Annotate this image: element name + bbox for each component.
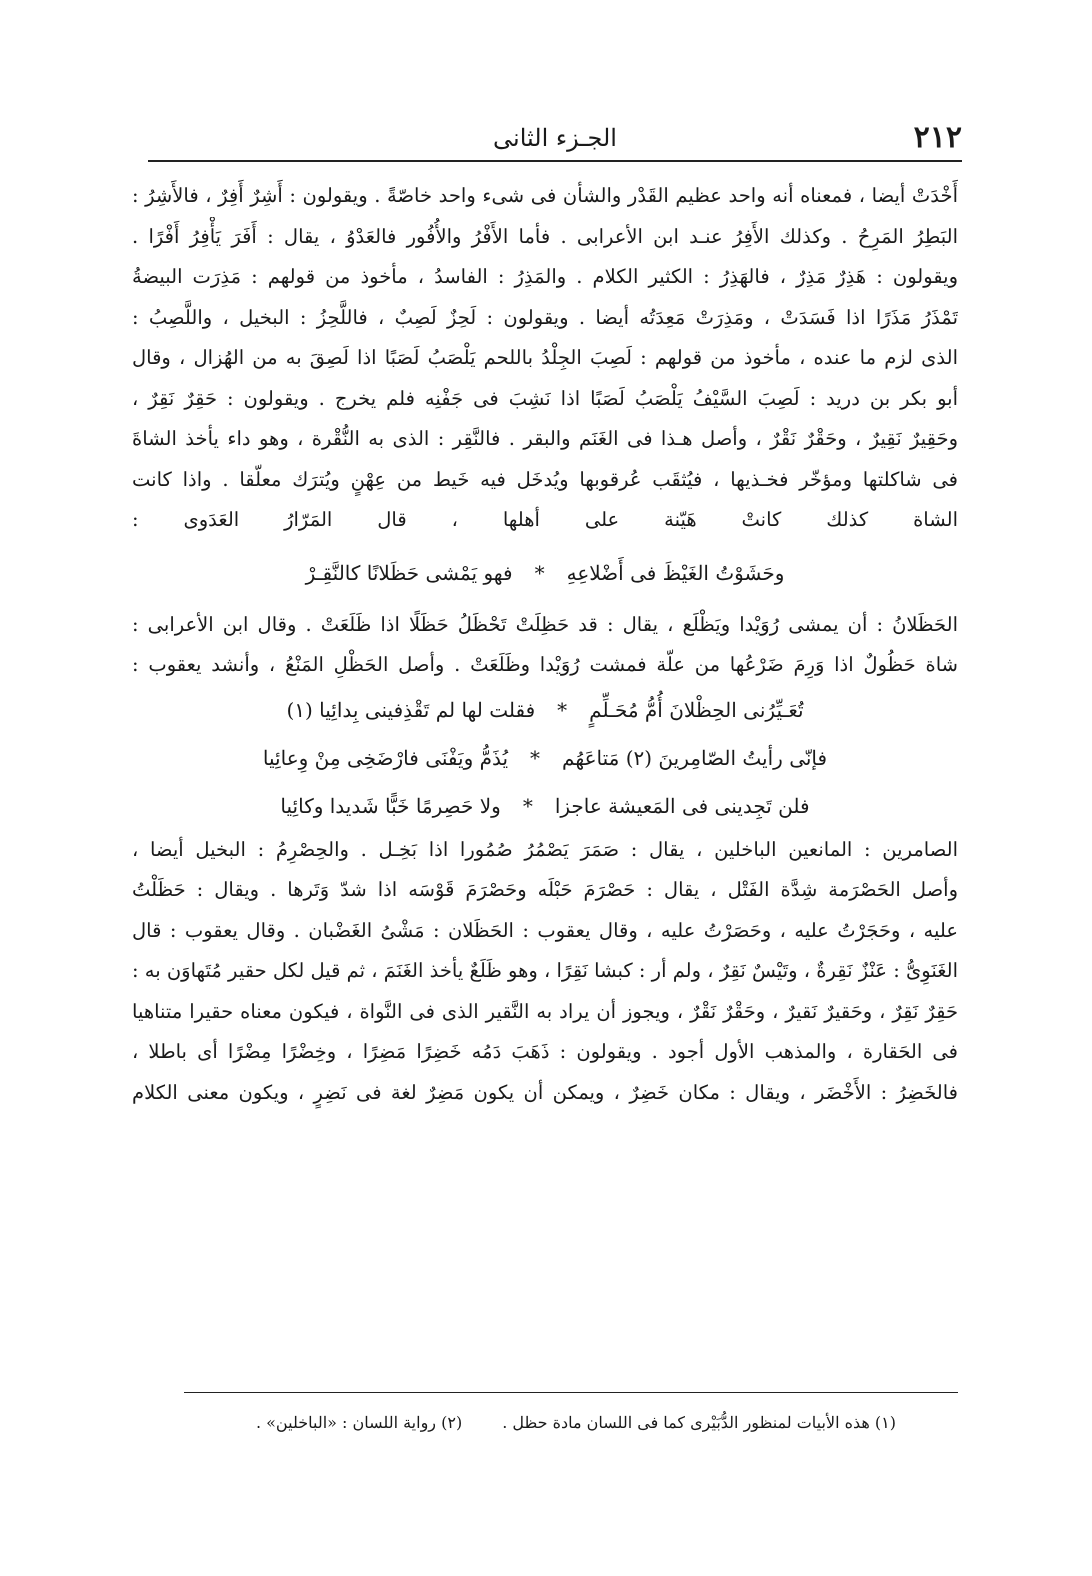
verse-line [132, 782, 958, 830]
verse-first-hemistich: فلن تَجِدينى فى المَعيشة عاجزا [554, 793, 810, 818]
text-line: وحَقِيرٌ نَقِيرٌ ، وحَقْرٌ نَقْرٌ ، وأصل هـذا فى الغَنَم والبقر . فالنَّقِر : الذى به النُّقْرة ، وهو داء يأخذ الشاةَ [132, 427, 958, 450]
text-line: الصامرين : المانعين الباخلين ، يقال : صَمَرَ يَصْمُرُ صُمُورا اذا بَخِـل . والحِصْرِمُ : البخيل أيضا ، [132, 837, 958, 861]
footnotes [140, 1408, 896, 1438]
verse-separator-star: * [522, 793, 533, 818]
text-line: تَمْذَرُ مَذَرًا اذا فَسَدَتْ ، ومَذِرَتْ مَعِدَتُه أيضا . ويقولون : لَحِزٌ لَصِبٌ ، فاللَّحِزُ : البخيل ، واللَّصِبُ : [132, 305, 958, 329]
text-line: فى الحَقارة ، والمذهب الأول أجود . ويقولون : ذَهَبَ دَمُه خَضِرًا مَضِرًا ، وخِضْرًا مِضْرًا أى باطلا ، [132, 1040, 958, 1063]
verse-line [132, 686, 958, 734]
verse-line [132, 734, 958, 782]
verse-separator-star: * [534, 560, 545, 585]
page-number: ٢١٢ [913, 120, 962, 155]
verse-second-hemistich: فهو يَمْشى حَظَلانًا كالنَّقِـرْ [305, 560, 513, 585]
text-line: الغَنَوِىُّ : عَنْزٌ نَقِرةٌ ، وتَيْسٌ نَقِرٌ ، ولم أر : كبشا نَقِرًا ، وهو ظَلَعٌ يأخذ الغَنَمَ ، ثم قيل لكل حقير مُتَهاوَن به : [132, 959, 958, 982]
verse-second-hemistich: فقلت لها لم تَقْذِفينى بِدائِيا (١) [286, 697, 536, 722]
header-rule [148, 160, 962, 162]
main-text [132, 176, 958, 1113]
verse-first-hemistich: وحَشَوْتُ الغَيْظَ فى أَضْلاعِهِ [566, 560, 785, 585]
verse-first-hemistich: فإنّى رأيتُ الصّامِرينَ (٢) مَتاعَهُم [562, 745, 828, 770]
text-line: أبو بكر بن دريد : لَصِبَ السَّيْفُ يَلْصَبُ لَصَبًا اذا نَشِبَ فى جَفْنِه فلم يخرج . ويقولون : حَقِرٌ نَقِرٌ ، [132, 386, 958, 410]
running-head [148, 118, 962, 158]
text-line: أَخْدَتْ أيضا ، فمعناه أنه واحد عظيم القَدْر والشأن فى شىء واحد خاصّةً . ويقولون : أَشِرٌ أَفِرٌ ، فالأَشِرُ : [132, 184, 958, 207]
text-line: وأصل الحَصْرَمة شِدَّة الفَتْل ، يقال : حَصْرَمَ حَبْلَه وحَصْرَمَ قَوْسَه اذا شدّ وَتَرها . ويقال : حَظَلْتُ [132, 878, 958, 901]
verse-line [132, 549, 958, 597]
verse-separator-star: * [557, 697, 568, 722]
verse-second-hemistich: ولا حَصِرمًا خَبًّا شَديدا وكائِيا [280, 793, 501, 818]
footnote-rule [184, 1392, 958, 1393]
verse-separator-star: * [530, 745, 541, 770]
running-title: الجـزء الثانى [493, 124, 617, 152]
text-line: الحَظَلانُ : أن يمشى رُوَيْدا ويَظْلَع ، يقال : قد حَظِلَتْ تَحْظَلُ حَظَلًا اذا ظَلَعَتْ . وقال ابن الأعرابى : [132, 612, 958, 636]
text-line: شاة حَظُولٌ اذا وَرِمَ ضَرْعُها من علّة فمشت رُوَيْدا وظَلَعَتْ . وأصل الحَظْلِ المَنْعُ ، وأنشد يعقوب : [132, 653, 958, 676]
footnote-1: (١) هذه الأبيات لمنظور الدُّبَيْرى كما فى اللسان مادة حظل . [502, 1413, 896, 1432]
text-line: الذى لزم ما عنده ، مأخوذ من قولهم : لَصِبَ الجِلْدُ باللحم يَلْصَبُ لَصَبًا اذا لَصِقَ به من الهُزال ، وقال [132, 346, 958, 369]
text-line: حَقِرٌ نَقِرٌ ، وحَقيرٌ نَقيرٌ ، وحَقْرٌ نَقْرٌ ، ويجوز أن يراد به النَّقير الذى فى النَّواة ، فيكون معناه حقيرا متناهيا [132, 999, 958, 1023]
text-line: فالخَضِرُ : الأَخْضَر ، ويقال : مكان خَضِرٌ ، ويمكن أن يكون مَضِرٌ لغة فى نَضِرٍ ، ويكون معنى الكلام [132, 1080, 958, 1104]
text-line: ويقولون : هَذِرٌ مَذِرٌ ، فالهَذِرُ : الكثير الكلام . والمَذِرُ : الفاسدُ ، مأخوذ من قولهم : مَذِرَت البيضةُ [132, 265, 958, 288]
verse-first-hemistich: تُعَـيِّرُنى الحِظْلانَ أُمُّ مُحَـلِّمٍ [589, 697, 804, 722]
text-line: عليه ، وحَجَرْتُ عليه ، وحَصَرْتُ عليه ، وقال يعقوب : الحَظَلان : مَشْىُ الغَضْبان . وقال يعقوب : قال [132, 918, 958, 942]
verse-second-hemistich: يُذَمُّ ويَفْنَى فارْضَخِى مِنْ وِعائِيا [262, 745, 509, 770]
text-line: فى شاكلتها ومؤخّر فخـذيها ، فيُثقَب عُرقوبها ويُدخَل فيه خَيط من عِهْنٍ ويُترَك معلّقا . واذا كانت [132, 467, 958, 491]
footnote-2: (٢) رواية اللسان : «الباخلين» . [255, 1413, 463, 1432]
text-line: الشاة كذلك كانتْ هَيّنة على أهلها ، قال المَرّارُ العَدَوى : [132, 508, 958, 531]
text-line: البَطِرُ المَرِحُ . وكذلك الأَفِرُ عنـد ابن الأعرابى . فأما الأَفْرُ والأُفُور فالعَدْوُ ، يقال : أَفَرَ يَأْفِرُ أَفْرًا . [132, 224, 958, 248]
